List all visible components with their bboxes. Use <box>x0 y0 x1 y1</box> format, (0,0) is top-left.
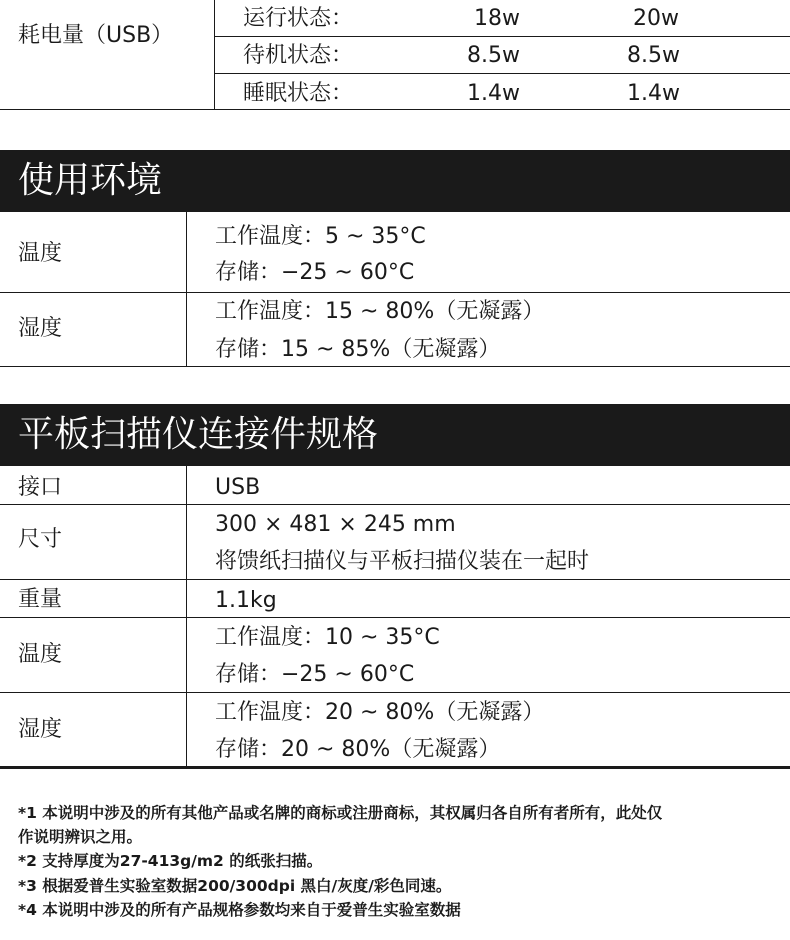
power-value: 18w <box>474 6 520 31</box>
row-divider <box>214 73 790 74</box>
row-value: 工作温度：10 ~ 35°C <box>215 625 440 650</box>
row-label: 重量 <box>18 587 63 612</box>
section-title: 使用环境 <box>18 160 163 201</box>
flatbed-banner <box>0 404 790 466</box>
section-divider <box>0 366 790 367</box>
row-divider <box>0 579 790 580</box>
row-label: 湿度 <box>18 717 63 742</box>
row-divider <box>0 504 790 505</box>
environment-banner <box>0 150 790 212</box>
section-divider <box>0 109 790 110</box>
power-state: 睡眠状态： <box>243 81 354 106</box>
table-bottom-border <box>0 766 790 769</box>
power-value: 8.5w <box>627 43 680 68</box>
row-divider <box>214 36 790 37</box>
row-label: 接口 <box>18 475 63 500</box>
footnote-line: *3 根据爱普生实验室数据200/300dpi 黑白/灰度/彩色同速。 <box>18 877 452 895</box>
power-value: 8.5w <box>467 43 520 68</box>
row-value: 存储：15 ~ 85%（无凝露） <box>215 337 501 362</box>
row-value: 存储：−25 ~ 60°C <box>215 662 415 687</box>
row-value: 将馈纸扫描仪与平板扫描仪装在一起时 <box>215 549 590 574</box>
row-value: 工作温度：5 ~ 35°C <box>215 224 426 249</box>
footnote-line: *4 本说明中涉及的所有产品规格参数均来自于爱普生实验室数据 <box>18 901 461 919</box>
row-value: 存储：−25 ~ 60°C <box>215 260 415 285</box>
column-divider <box>186 212 187 367</box>
row-value: 300 × 481 × 245 mm <box>215 512 456 537</box>
power-value: 1.4w <box>467 81 520 106</box>
power-value: 1.4w <box>627 81 680 106</box>
power-state: 待机状态： <box>243 43 354 68</box>
row-divider <box>0 692 790 693</box>
row-value: USB <box>215 475 261 500</box>
footnote-line: 作说明辨识之用。 <box>18 828 143 846</box>
section-title: 平板扫描仪连接件规格 <box>18 414 379 455</box>
power-state: 运行状态： <box>243 6 354 31</box>
power-value: 20w <box>633 6 679 31</box>
row-value: 工作温度：15 ~ 80%（无凝露） <box>215 299 545 324</box>
row-label: 湿度 <box>18 316 63 341</box>
row-label: 温度 <box>18 241 63 266</box>
row-divider <box>0 292 790 293</box>
row-label: 尺寸 <box>18 527 63 552</box>
row-label: 温度 <box>18 642 63 667</box>
row-value: 存储：20 ~ 80%（无凝露） <box>215 737 501 762</box>
footnote-line: *2 支持厚度为27-413g/m2 的纸张扫描。 <box>18 852 323 870</box>
row-value: 1.1kg <box>215 588 277 613</box>
footnote-line: *1 本说明中涉及的所有其他产品或名牌的商标或注册商标，其权属归各自所有者所有，此处仅 <box>18 804 663 822</box>
power-divider <box>214 0 215 110</box>
row-divider <box>0 617 790 618</box>
row-value: 工作温度：20 ~ 80%（无凝露） <box>215 700 545 725</box>
power-label: 耗电量（USB） <box>18 23 174 48</box>
